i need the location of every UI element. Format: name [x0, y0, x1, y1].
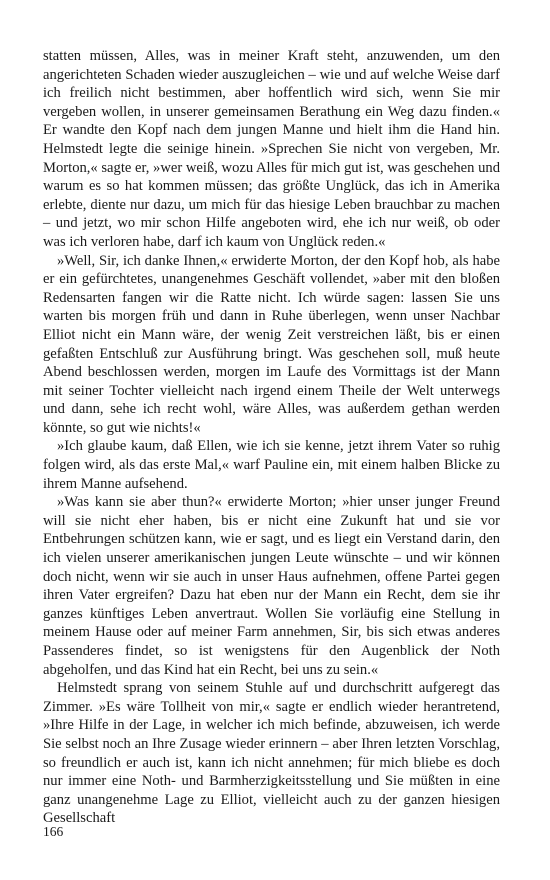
- paragraph-morton-offer: »Was kann sie aber thun?« erwiderte Morton; »hier unser junger Freund will sie nicht eher haben, bis er nicht eine Zukunft hat und sie vor Entbehrungen schützen kann, wie er sagt, und es liegt ein Verstand darin, den ich vielen unserer amerikanischen jungen Leute wünschte – und wir können doch nicht, wenn wir sie auch in unser Haus aufnehmen, offene Partei gegen ihren Vater ergreifen? Dazu hat eben nur der Mann ein Recht, dem sie ihr ganzes künftiges Leben anvertraut. Wollen Sie vorläufig eine Stellung in meinem Hause oder auf meiner Farm annehmen, Sir, bis sich etwas anderes Passenderes findet, so ist wenigstens für den Augenblick der Noth abgeholfen, und das Kind hat ein Recht, bei uns zu sein.«: [43, 494, 500, 678]
- paragraph-continuation: statten müssen, Alles, was in meiner Kraft steht, anzuwenden, um den angerichteten Schaden wieder auszugleichen – wie und auf welche Weise darf ich freilich nicht bestimmen, aber hoffentlich wird sich, wenn Sie mir vergeben wollen, in unserer gemeinsamen Berathung ein Weg dazu finden.« Er wandte den Kopf nach dem jungen Manne und hielt ihm die Hand hin. Helmstedt legte die seinige hinein. »Sprechen Sie nicht von vergeben, Mr. Morton,« sagte er, »wer weiß, wozu Alles für mich gut ist, was geschehen und warum es so hat kommen müssen; das größte Unglück, das ich in Amerika erlebte, diente nur dazu, um mich für das hiesige Leben brauchbar zu machen – und jetzt, wo mir schon Hilfe angeboten wird, ehe ich nur weiß, ob oder was ich verloren habe, darf ich kaum von Unglück reden.«: [43, 48, 500, 250]
- paragraph-helmstedt: Helmstedt sprang von seinem Stuhle auf und durchschritt aufgeregt das Zimmer. »Es wäre Tollheit von mir,« sagte er endlich wieder herantretend, »Ihre Hilfe in der Lage, in welcher ich mich befinde, abzuweisen, ich werde Sie selbst noch an Ihre Zusage wieder erinnern – aber Ihren letzten Vorschlag, so freundlich er auch ist, kann ich nicht annehmen; für mich bliebe es doch nur immer eine Noth- und Barmherzigkeitsstellung und Sie müßten in eine ganz unangenehme Lage zu Elliot, vielleicht auch zu der ganzen hiesigen Gesellschaft: [43, 680, 500, 827]
- page-number: 166: [43, 824, 64, 839]
- body-text: [43, 47, 500, 828]
- paragraph-pauline: »Ich glaube kaum, daß Ellen, wie ich sie kenne, jetzt ihrem Vater so ruhig folgen wird, als das erste Mal,« warf Pauline ein, mit einem halben Blicke zu ihrem Manne aufsehend.: [43, 438, 500, 492]
- paragraph-morton-reply: »Well, Sir, ich danke Ihnen,« erwiderte Morton, der den Kopf hob, als habe er ein gefürchtetes, unangenehmes Geschäft vollendet, »aber mit den bloßen Redensarten fangen wir die Ratte nicht. Ich würde sagen: lassen Sie uns warten bis morgen früh und dann in Ruhe überlegen, wenn unser Nachbar Elliot nicht ein Mann wäre, der wenig Zeit verstreichen läßt, bis er einen gefaßten Entschluß zur Ausführung bringt. Was geschehen soll, muß heute Abend beschlossen werden, morgen im Laufe des Vormittags ist der Mann mit seiner Tochter vielleicht nach irgend einem Theile der Welt unterwegs und dann, sehe ich recht wohl, wäre Alles, was außerdem gethan werden könnte, so gut wie nichts!«: [43, 252, 500, 436]
